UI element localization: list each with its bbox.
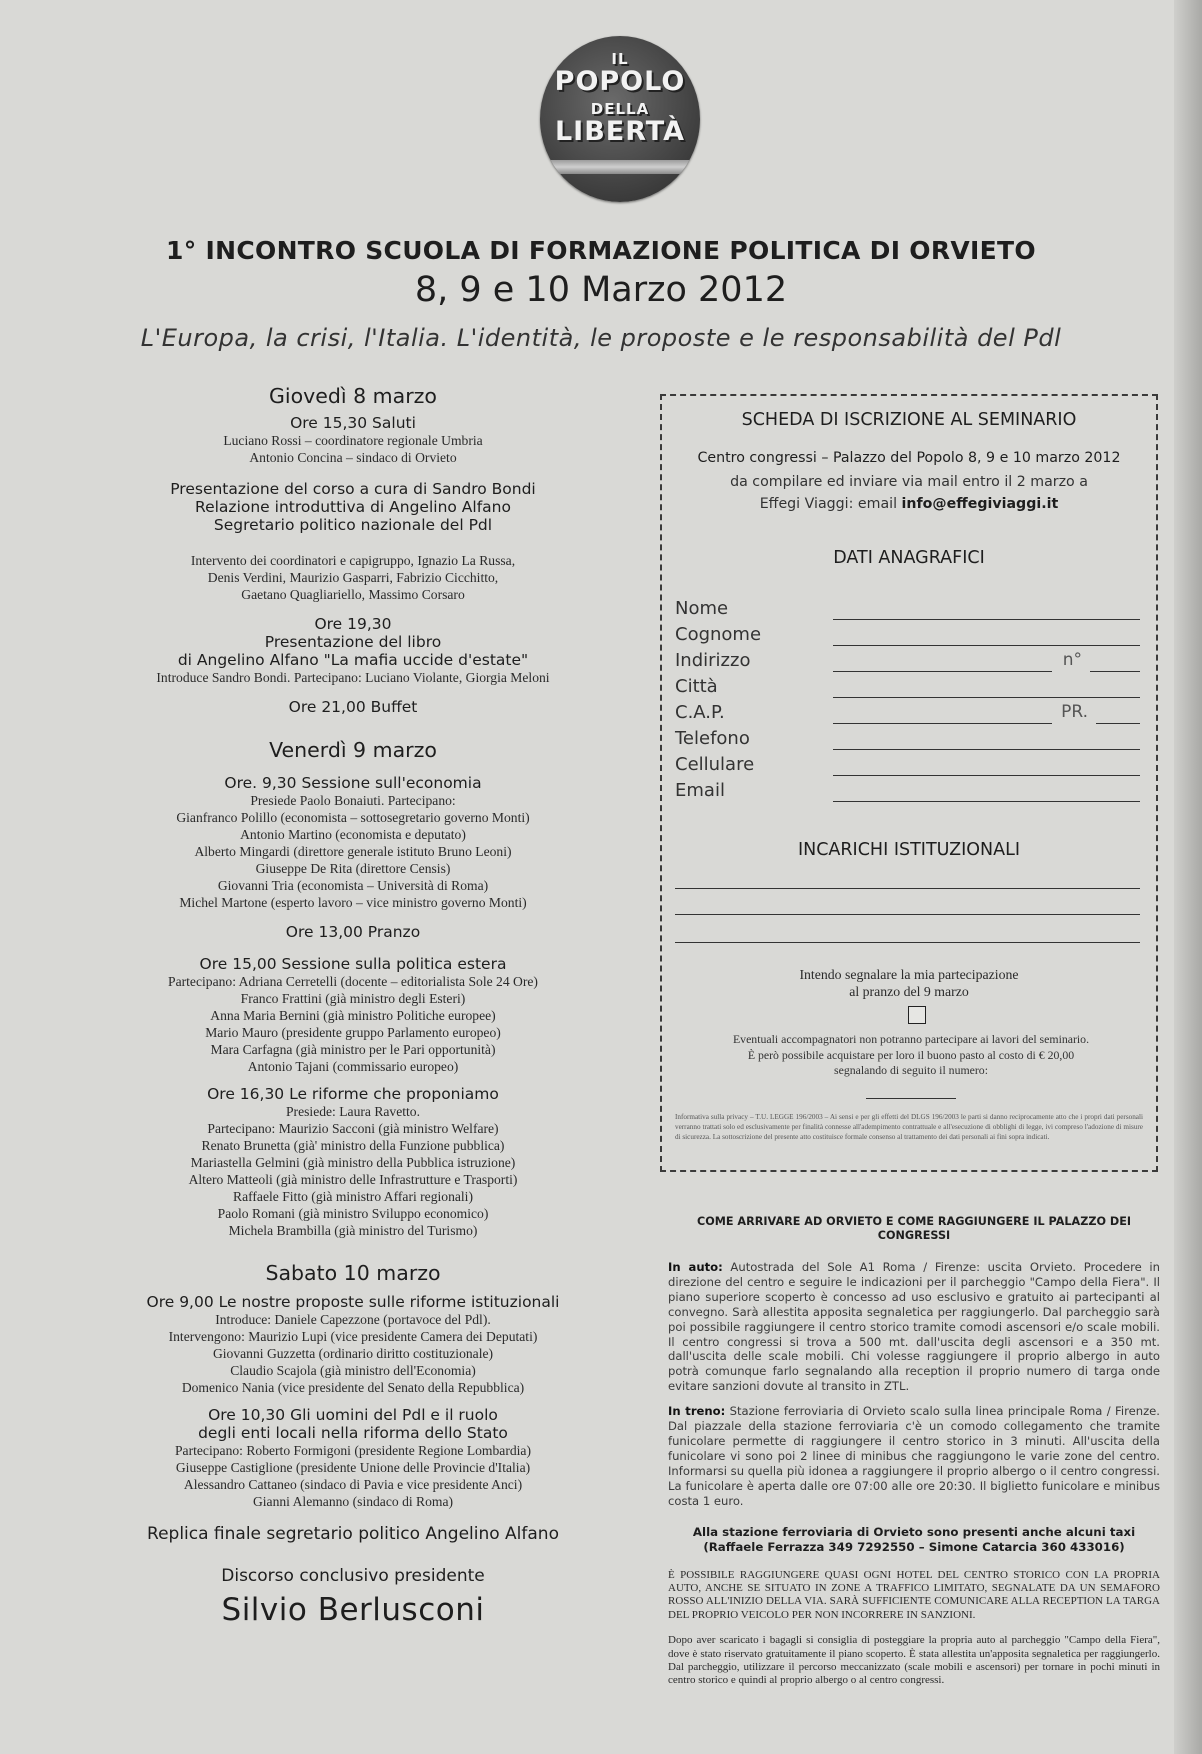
taxi-contacts: (Raffaele Ferrazza 349 7292550 – Simone Catarcia 360 433016) — [703, 1539, 1125, 1554]
session-title: Ore 19,30 — [314, 615, 392, 633]
event-subtitle: L'Europa, la crisi, l'Italia. L'identità, le proposte e le responsabilità del Pdl — [140, 324, 1062, 352]
session-title: degli enti locali nella riforma dello Stato — [198, 1424, 508, 1442]
participant-line: Intervento dei coordinatori e capigruppo, Ignazio La Russa, — [190, 553, 516, 568]
field-label: Città — [675, 676, 718, 697]
participant-line: Partecipano: Roberto Formigoni (presidente Regione Lombardia) — [175, 1443, 531, 1458]
form-email-link[interactable]: info@effegiviaggi.it — [901, 496, 1059, 512]
participant-line: Introduce: Daniele Capezzone (portavoce del Pdl). — [215, 1312, 491, 1327]
lunch-option — [662, 966, 1156, 1000]
participant-line: Antonio Concina – sindaco di Orvieto — [249, 450, 457, 465]
participant-line: Renato Brunetta (già' ministro della Funzione pubblica) — [201, 1138, 505, 1153]
event-dates: 8, 9 e 10 Marzo 2012 — [414, 270, 788, 310]
participant-line: Alessandro Cattaneo (sindaco di Pavia e vice presidente Anci) — [183, 1477, 523, 1492]
parking-note: Dopo aver scaricato i bagagli si consiglia di posteggiare la propria auto al parcheggio "Campo della Fiera", dove è stato riservato gratuitamente il piano scoperto. È stata allestita un'apposita segnaletica per raggiungerlo. Dal parcheggio, utilizzare il percorso meccanizzato (scale mobili e ascensori) per tornare in pochi minuti in centro storico e quindi al proprio albergo o al centro congressi. — [668, 1634, 1160, 1687]
field-label: n° — [1062, 650, 1082, 670]
hotel-access-note: È POSSIBILE RAGGIUNGERE QUASI OGNI HOTEL DEL CENTRO STORICO CON LA PROPRIA AUTO, ANCHE SE SITUATO IN ZONE A TRAFFICO LIMITATO, SEGNALATE DA UN SEMAFORO ROSSO ALL'INIZIO DELLA VIA. SARÀ SUFFICIENTE COMUNICARE ALLA RECEPTION LA TARGA DEL PROPRIO VEICOLO PER NON INCORRERE IN SANZIONI. — [668, 1568, 1160, 1621]
section-dati-anagrafici: DATI ANAGRAFICI — [833, 548, 985, 568]
participant-line: Giovanni Tria (economista – Università di Roma) — [217, 878, 489, 893]
participant-line: Michela Brambilla (già ministro del Turismo) — [228, 1223, 478, 1238]
field-line[interactable] — [833, 671, 1052, 672]
incarichi-line[interactable] — [675, 942, 1140, 943]
form-contact-label: Effegi Viaggi: email — [759, 496, 902, 512]
participant-line: Mara Carfagna (già ministro per le Pari opportunità) — [210, 1042, 496, 1057]
field-label: Indirizzo — [675, 650, 751, 671]
train-label: In treno: — [668, 1404, 726, 1419]
closing-replica: Replica finale segretario politico Angelino Alfano — [147, 1524, 559, 1544]
session-title: Ore 15,00 Sessione sulla politica estera — [199, 955, 507, 973]
event-title: 1° INCONTRO SCUOLA DI FORMAZIONE POLITICA DI ORVIETO — [166, 236, 1036, 265]
session-title: Ore. 9,30 Sessione sull'economia — [224, 774, 482, 792]
directions-train — [668, 1404, 1160, 1508]
form-venue: Centro congressi – Palazzo del Popolo 8, 9 e 10 marzo 2012 — [697, 450, 1121, 466]
field-cognome[interactable] — [675, 624, 1140, 648]
session-title: Ore 21,00 Buffet — [288, 698, 418, 716]
field-line[interactable] — [833, 775, 1140, 776]
participant-line: Antonio Martino (economista e deputato) — [240, 827, 466, 842]
session-title: Ore 16,30 Le riforme che proponiamo — [207, 1085, 499, 1103]
participant-line: Presiede: Laura Ravetto. — [286, 1104, 420, 1119]
participant-line: Mario Mauro (presidente gruppo Parlamento europeo) — [205, 1025, 501, 1040]
party-logo — [540, 36, 700, 202]
field-label: PR. — [1061, 702, 1088, 722]
session-title: di Angelino Alfano "La mafia uccide d'estate" — [177, 651, 529, 669]
participant-line: Presiede Paolo Bonaiuti. Partecipano: — [250, 793, 456, 808]
logo-line-2: POPOLO — [554, 66, 686, 97]
field-indirizzo[interactable] — [675, 650, 1140, 674]
field-line[interactable] — [833, 749, 1140, 750]
taxi-info — [668, 1525, 1160, 1555]
directions-title: COME ARRIVARE AD ORVIETO E COME RAGGIUNGERE IL PALAZZO DEI CONGRESSI — [696, 1214, 1132, 1242]
registration-form — [660, 394, 1158, 1172]
session-title: Segretario politico nazionale del Pdl — [213, 516, 493, 534]
logo-line-1: IL — [611, 50, 629, 68]
field-email[interactable] — [675, 780, 1140, 804]
companions-number-line[interactable] — [866, 1098, 956, 1099]
day-heading: Giovedì 8 marzo — [269, 384, 437, 408]
car-label: In auto: — [668, 1260, 723, 1274]
incarichi-line[interactable] — [675, 914, 1140, 915]
session-title: Ore 9,00 Le nostre proposte sulle riforme istituzionali — [146, 1293, 560, 1311]
form-title: SCHEDA DI ISCRIZIONE AL SEMINARIO — [741, 410, 1077, 430]
participant-line: Denis Verdini, Maurizio Gasparri, Fabrizio Cicchitto, — [207, 570, 499, 585]
field-label: Cellulare — [675, 754, 755, 775]
session-title: Ore 10,30 Gli uomini del Pdl e il ruolo — [208, 1406, 498, 1424]
companions-text: È però possibile acquistare per loro il buono pasto al costo di € 20,00 — [747, 1047, 1075, 1062]
lunch-text: Intendo segnalare la mia partecipazione — [799, 967, 1019, 982]
session-title: Presentazione del corso a cura di Sandro Bondi — [170, 480, 536, 498]
companions-text: segnalando di seguito il numero: — [834, 1063, 988, 1077]
participant-line: Claudio Scajola (già ministro dell'Economia) — [230, 1363, 476, 1378]
companions-note — [682, 1032, 1140, 1079]
participant-line: Giuseppe Castiglione (presidente Unione delle Provincie d'Italia) — [175, 1460, 531, 1475]
field-label: Cognome — [675, 624, 762, 645]
participant-line: Partecipano: Adriana Cerretelli (docente – editorialista Sole 24 Ore) — [168, 974, 538, 989]
lunch-text: al pranzo del 9 marzo — [849, 984, 969, 999]
train-text: Stazione ferroviaria di Orvieto scalo sulla linea principale Roma / Firenze. Dal piazzale della stazione ferroviaria c'è un comodo collegamento che tramite funicolare permette di raggiungere il centro storico in 3 minuti. All'uscita della funicolare vi sono poi 2 linee di minibus che raggiungono le varie zone del centro. Informarsi su quella più idonea a raggiungere il proprio albergo o il centro congressi. La funicolare è aperta dalle ore 07:00 alle ore 20:30. Il biglietto funicolare e minibus costa 1 euro. — [668, 1404, 1160, 1508]
day-heading: Sabato 10 marzo — [265, 1261, 441, 1285]
field-line[interactable] — [833, 801, 1140, 802]
field-cap[interactable] — [675, 702, 1140, 726]
field-line[interactable] — [833, 697, 1140, 698]
car-text: Autostrada del Sole A1 Roma / Firenze: uscita Orvieto. Procedere in direzione del centro e seguire le indicazioni per il parcheggio "Campo della Fiera". Il piano superiore scoperto è concesso ad uso esclusivo e gratuito ai partecipanti al convegno. Sarà allestita apposita segnaletica per raggiungerlo. Dal parcheggio sarà poi possibile raggiungere il centro storico tramite comodi ascensori e/o scale mobili. Il centro congressi si trova a 500 mt. dall'uscita degli ascensori e a 350 mt. dall'uscita delle scale mobili. Chi volesse raggiungere il proprio albergo in auto potrà comunque farlo segnalando alla reception il proprio numero di targa onde evitare sanzioni dovute al transito in ZTL. — [668, 1260, 1160, 1394]
participant-line: Luciano Rossi – coordinatore regionale Umbria — [223, 433, 483, 448]
session-title: Presentazione del libro — [264, 633, 442, 651]
taxi-line: Alla stazione ferroviaria di Orvieto sono presenti anche alcuni taxi — [692, 1524, 1136, 1539]
section-incarichi: INCARICHI ISTITUZIONALI — [797, 840, 1021, 860]
participant-line: Alberto Mingardi (direttore generale istituto Bruno Leoni) — [194, 844, 512, 859]
session-title: Ore 15,30 Saluti — [290, 414, 416, 432]
field-citta[interactable] — [675, 676, 1140, 700]
participant-line: Paolo Romani (già ministro Sviluppo economico) — [217, 1206, 489, 1221]
field-line-number[interactable] — [1090, 671, 1140, 672]
logo-line-3: DELLA — [590, 100, 650, 118]
field-line[interactable] — [833, 723, 1052, 724]
form-contact — [662, 496, 1156, 512]
field-label: Nome — [675, 598, 729, 619]
session-title: Relazione introduttiva di Angelino Alfano — [195, 498, 511, 516]
companions-text: Eventuali accompagnatori non potranno partecipare ai lavori del seminario. — [732, 1032, 1090, 1046]
incarichi-line[interactable] — [675, 888, 1140, 889]
participant-line: Franco Frattini (già ministro degli Esteri) — [240, 991, 466, 1006]
participant-line: Gianfranco Polillo (economista – sottosegretario governo Monti) — [176, 810, 530, 825]
participant-line: Gianni Alemanno (sindaco di Roma) — [252, 1494, 454, 1509]
participant-line: Introduce Sandro Bondi. Partecipano: Luciano Violante, Giorgia Meloni — [156, 670, 550, 685]
lunch-checkbox[interactable] — [908, 1006, 926, 1024]
field-cellulare[interactable] — [675, 754, 1140, 778]
privacy-notice: Informativa sulla privacy – T.U. LEGGE 196/2003 – Ai sensi e per gli effetti del DLGS 196/2003 le parti si danno reciprocamente atto che i propri dati personali verranno trattati solo ed esclusivamente per finalità connesse all'adempimento contrattuale e all'esecuzione di obblighi di legge, ivi compreso l'adozione di misure di sicurezza. La sottoscrizione del presente atto costituisce formale consenso al trattamento dei dati personali ai fini sopra indicati. — [675, 1113, 1143, 1141]
participant-line: Giovanni Guzzetta (ordinario diritto costituzionale) — [212, 1346, 494, 1361]
field-line-province[interactable] — [1096, 723, 1140, 724]
logo-flag-band — [540, 160, 700, 174]
directions-section — [668, 1214, 1160, 1688]
participant-line: Domenico Nania (vice presidente del Senato della Repubblica) — [181, 1380, 525, 1395]
participant-line: Partecipano: Maurizio Sacconi (già ministro Welfare) — [207, 1121, 499, 1136]
participant-line: Giuseppe De Rita (direttore Censis) — [255, 861, 451, 876]
field-label: Email — [675, 780, 725, 801]
field-telefono[interactable] — [675, 728, 1140, 752]
participant-line: Mariastella Gelmini (già ministro della Pubblica istruzione) — [190, 1155, 516, 1170]
participant-line: Antonio Tajani (commissario europeo) — [247, 1059, 459, 1074]
keynote-speaker: Silvio Berlusconi — [221, 1592, 485, 1628]
field-line[interactable] — [833, 645, 1140, 646]
field-label: Telefono — [675, 728, 750, 749]
form-instructions: da compilare ed inviare via mail entro il 2 marzo a — [730, 474, 1088, 490]
participant-line: Raffaele Fitto (già ministro Affari regionali) — [233, 1189, 473, 1204]
participant-line: Intervengono: Maurizio Lupi (vice presidente Camera dei Deputati) — [168, 1329, 538, 1344]
field-nome[interactable] — [675, 598, 1140, 622]
day-heading: Venerdì 9 marzo — [269, 738, 437, 762]
participant-line: Altero Matteoli (già ministro delle Infrastrutture e Trasporti) — [188, 1172, 518, 1187]
directions-car — [668, 1260, 1160, 1394]
field-line[interactable] — [833, 619, 1140, 620]
program-column — [110, 384, 596, 1628]
closing-speech: Discorso conclusivo presidente — [221, 1566, 485, 1586]
participant-line: Gaetano Quagliariello, Massimo Corsaro — [241, 587, 465, 602]
session-title: Ore 13,00 Pranzo — [285, 923, 421, 941]
field-label: C.A.P. — [675, 702, 725, 723]
participant-line: Michel Martone (esperto lavoro – vice ministro governo Monti) — [179, 895, 527, 910]
participant-line: Anna Maria Bernini (già ministro Politiche europee) — [210, 1008, 496, 1023]
logo-line-4: LIBERTÀ — [554, 116, 686, 147]
